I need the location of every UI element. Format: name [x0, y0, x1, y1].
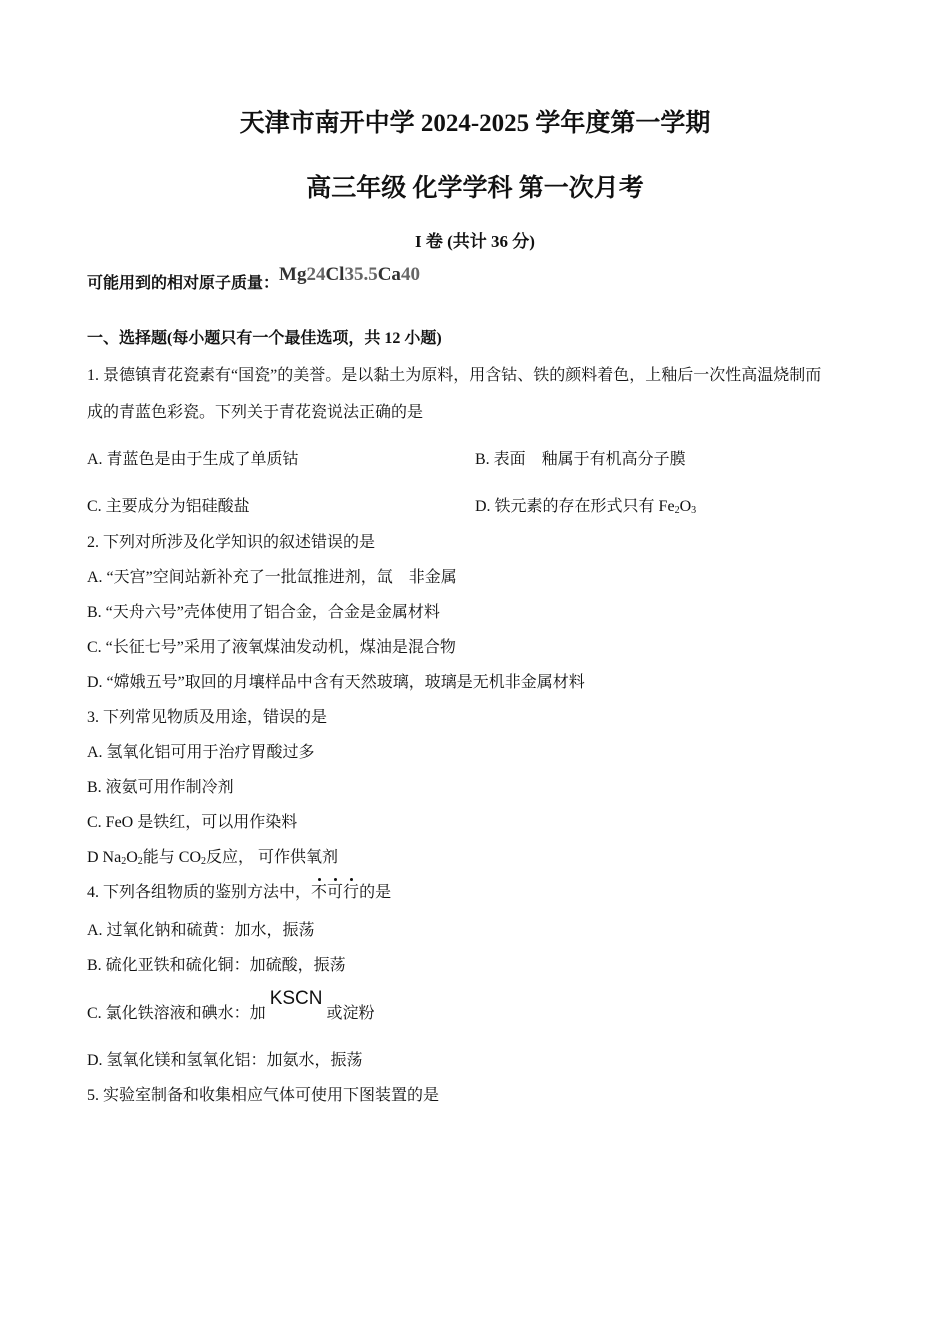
element-symbol: Ca	[377, 264, 401, 285]
element-mass: 24	[306, 264, 326, 285]
option-text: C. 氯化铁溶液和碘水：加	[87, 1005, 266, 1022]
question-2-option-b: B. “天舟六号”壳体使用了铝合金，合金是金属材料	[87, 604, 440, 621]
volume-label: I 卷 (共计 36 分)	[415, 232, 535, 251]
question-1-stem-line1: 1. 景德镇青花瓷素有“国瓷”的美誉。是以黏土为原料，用含钴、铁的颜料着色，上釉后一次性高温烧制而	[87, 367, 822, 384]
question-3-stem: 3. 下列常见物质及用途，错误的是	[87, 709, 328, 726]
emphasis-char: 可	[327, 884, 344, 901]
option-text: D. 铁元素的存在形式只有 Fe	[475, 498, 675, 515]
atomic-mass-values	[279, 264, 420, 285]
question-2-option-a: A. “天宫”空间站新补充了一批氙推进剂，氙 非金属	[87, 569, 457, 586]
option-text: 能与 CO	[142, 849, 202, 866]
question-4-option-c	[87, 988, 375, 1024]
exam-title-line2: 高三年级 化学学科 第一次月考	[306, 175, 644, 202]
stem-text: 4. 下列各组物质的鉴别方法中，	[87, 884, 312, 901]
question-2-option-c: C. “长征七号”采用了液氧煤油发动机，煤油是混合物	[87, 639, 456, 656]
element-mass: 40	[400, 264, 420, 285]
element-symbol: Cl	[325, 264, 345, 285]
question-1-option-d	[475, 497, 696, 517]
atomic-mass-row	[87, 264, 420, 294]
question-1-stem-line2: 成的青蓝色彩瓷。下列关于青花瓷说法正确的是	[87, 404, 424, 421]
option-text: O	[679, 498, 692, 515]
stem-text: 的是	[359, 884, 392, 901]
question-3-option-b: B. 液氨可用作制冷剂	[87, 779, 234, 796]
exam-title-line1: 天津市南开中学 2024-2025 学年度第一学期	[239, 110, 711, 137]
question-5-stem: 5. 实验室制备和收集相应气体可使用下图装置的是	[87, 1087, 440, 1104]
subscript: 2	[674, 505, 680, 516]
formula-kscn: KSCN	[269, 988, 323, 1009]
question-4-option-a: A. 过氧化钠和硫黄：加水，振荡	[87, 922, 315, 939]
option-text: D Na	[87, 849, 122, 866]
question-4-option-b: B. 硫化亚铁和硫化铜：加硫酸，振荡	[87, 957, 346, 974]
section-heading: 一、选择题(每小题只有一个最佳选项，共 12 小题)	[87, 330, 442, 347]
subscript: 2	[137, 856, 143, 867]
element-symbol: Mg	[279, 264, 307, 285]
subscript: 2	[121, 856, 127, 867]
question-3-option-a: A. 氢氧化铝可用于治疗胃酸过多	[87, 744, 315, 761]
question-3-option-c: C. FeO 是铁红，可以用作染料	[87, 814, 298, 831]
option-text: 或淀粉	[326, 1005, 375, 1022]
question-1-option-c: C. 主要成分为铝硅酸盐	[87, 498, 250, 515]
option-text: O	[126, 849, 138, 866]
emphasis-char: 不	[311, 884, 328, 901]
question-3-option-d	[87, 848, 338, 868]
element-mass: 35.5	[344, 264, 378, 285]
question-1-option-a: A. 青蓝色是由于生成了单质钴	[87, 451, 299, 468]
option-text: 反应， 可作供氧剂	[206, 849, 339, 866]
question-4-option-d: D. 氢氧化镁和氢氧化铝：加氨水，振荡	[87, 1052, 363, 1069]
subscript: 2	[201, 856, 207, 867]
question-4-stem	[87, 883, 391, 903]
question-1-option-b: B. 表面 釉属于有机高分子膜	[475, 451, 686, 468]
subscript: 3	[691, 505, 697, 516]
atomic-mass-label: 可能用到的相对原子质量：	[87, 275, 280, 292]
question-2-stem: 2. 下列对所涉及化学知识的叙述错误的是	[87, 534, 376, 551]
question-2-option-d: D. “嫦娥五号”取回的月壤样品中含有天然玻璃，玻璃是无机非金属材料	[87, 674, 585, 691]
emphasis-char: 行	[343, 884, 360, 901]
